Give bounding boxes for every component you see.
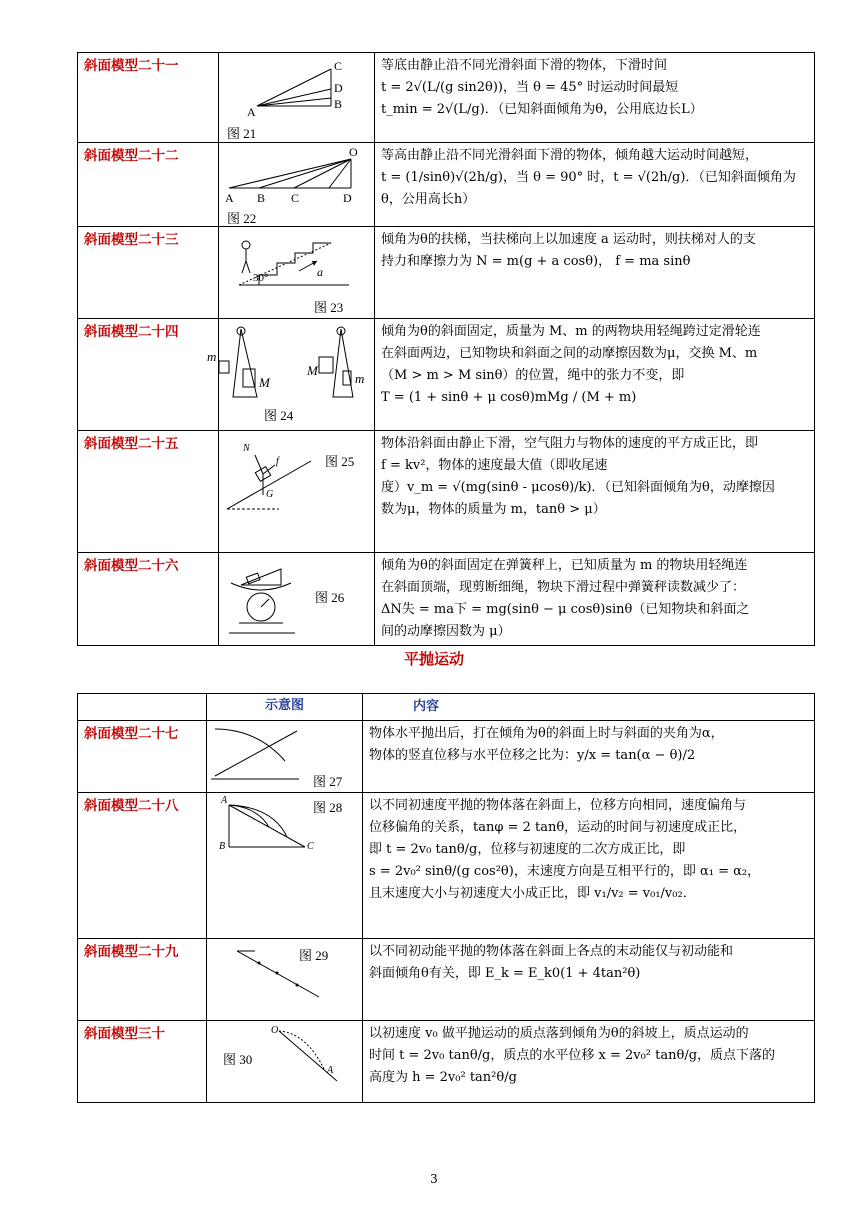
figure-27 <box>207 721 363 793</box>
content-line: θ，公用高长h） <box>381 192 476 207</box>
mass-label: M <box>307 363 318 378</box>
point-label: A <box>225 191 234 205</box>
figure-caption: 图 24 <box>264 408 294 423</box>
figure-23 <box>219 227 375 319</box>
model-name: 斜面模型二十三 <box>78 227 219 319</box>
model-name: 斜面模型二十四 <box>78 319 219 431</box>
content-line: t = 2√(L/(g sin2θ))，当 θ = 45° 时运动时间最短 <box>381 80 679 95</box>
figure-caption: 图 27 <box>313 774 343 789</box>
table-row <box>78 227 815 319</box>
content-line: 物体水平抛出后，打在倾角为θ的斜面上时与斜面的夹角为α， <box>369 726 724 741</box>
model-name: 斜面模型二十九 <box>78 939 207 1021</box>
model-description <box>363 721 815 793</box>
page-number: 3 <box>430 1172 438 1186</box>
table-row <box>78 319 815 431</box>
figure-caption: 图 26 <box>315 590 345 605</box>
content-line: 以不同初速度平抛的物体落在斜面上，位移方向相同，速度偏角与 <box>369 798 747 813</box>
force-label: N <box>243 443 250 454</box>
point-label: A <box>221 795 228 806</box>
content-line: 持力和摩擦力为 N = m(g + a cosθ)， f = ma sinθ <box>381 254 691 269</box>
content-line: 倾角为θ的斜面固定，质量为 M、m 的两物块用轻绳跨过定滑轮连 <box>381 324 761 339</box>
content-line: 物体的竖直位移与水平位移之比为：y/x = tan(α − θ)/2 <box>369 748 696 763</box>
section-title: 平抛运动 <box>403 650 464 668</box>
model-description <box>375 319 815 431</box>
projectile-models-table <box>77 693 815 1103</box>
content-line: 且末速度大小与初速度大小成正比，即 v₁/v₂ = v₀₁/v₀₂． <box>369 886 696 901</box>
table-row <box>78 553 815 646</box>
figure-caption: 图 21 <box>227 126 257 141</box>
content-line: ΔN失 = ma下 = mg(sinθ − μ cosθ)sinθ（已知物块和斜面之 <box>381 602 750 617</box>
model-name: 斜面模型二十六 <box>78 553 219 646</box>
content-line: t_min = 2√(L/g)．（已知斜面倾角为θ，公用底边长L） <box>381 102 703 117</box>
model-description <box>363 793 815 939</box>
header-empty-cell <box>78 694 207 721</box>
content-line: T = (1 + sinθ + μ cosθ)mMg / (M + m) <box>381 390 637 405</box>
point-label: C <box>334 59 343 73</box>
mass-label: m <box>355 371 365 386</box>
model-name: 斜面模型二十八 <box>78 793 207 939</box>
content-line: 时间 t = 2v₀ tanθ/g，质点的水平位移 x = 2v₀² tanθ/g，质点下落的 <box>369 1048 776 1063</box>
figure-28 <box>207 793 363 939</box>
figure-caption: 图 22 <box>227 211 257 226</box>
figure-30 <box>207 1021 363 1103</box>
figure-29-diagram <box>207 939 362 1021</box>
figure-29 <box>207 939 363 1021</box>
mass-label: M <box>259 375 270 390</box>
model-description <box>375 553 815 646</box>
content-line: 数为μ，物体的质量为 m，tanθ > μ） <box>381 502 606 517</box>
figure-21 <box>219 53 375 143</box>
figure-caption: 图 28 <box>313 800 343 815</box>
model-description <box>363 939 815 1021</box>
figure-23-diagram <box>219 227 374 319</box>
header-figure: 示意图 <box>207 694 363 721</box>
point-label: O <box>271 1025 279 1036</box>
force-label: G <box>266 489 274 500</box>
model-description <box>363 1021 815 1103</box>
model-name: 斜面模型二十七 <box>78 721 207 793</box>
model-description <box>375 227 815 319</box>
content-line: 度）v_m = √(mg(sinθ - μcosθ)/k)．（已知斜面倾角为θ，动摩擦因 <box>381 480 775 495</box>
content-line: 物体沿斜面由静止下滑，空气阻力与物体的速度的平方成正比，即 <box>381 436 759 451</box>
content-line: s = 2v₀² sinθ/(g cos²θ)，末速度方向是互相平行的，即 α₁ = α₂， <box>369 864 761 879</box>
figure-24 <box>207 319 375 431</box>
figure-26 <box>219 553 375 646</box>
model-name: 斜面模型三十 <box>78 1021 207 1103</box>
content-line: 等底由静止沿不同光滑斜面下滑的物体，下滑时间 <box>381 58 668 73</box>
figure-24-diagram <box>219 319 374 431</box>
figure-22 <box>219 143 375 227</box>
model-name: 斜面模型二十五 <box>78 431 219 553</box>
point-label: A <box>247 105 256 119</box>
figure-25 <box>219 431 375 553</box>
content-line: 倾角为θ的斜面固定在弹簧秤上，已知质量为 m 的物块用轻绳连 <box>381 558 748 573</box>
table-row <box>78 53 815 143</box>
content-line: 以不同初动能平抛的物体落在斜面上各点的末动能仅与初动能和 <box>369 944 734 959</box>
table-row <box>78 793 815 939</box>
content-line: 等高由静止沿不同光滑斜面下滑的物体，倾角越大运动时间越短， <box>381 148 759 163</box>
force-label: f <box>276 456 279 467</box>
header-content: 内容 <box>363 694 815 721</box>
point-label: O <box>349 145 358 159</box>
content-line: 即 t = 2v₀ tanθ/g，位移与初速度的二次方成正比，即 <box>369 842 686 857</box>
point-label: A <box>327 1065 334 1076</box>
point-label: B <box>257 191 266 205</box>
inclined-plane-models-table-1 <box>77 52 815 646</box>
model-name: 斜面模型二十一 <box>78 53 219 143</box>
point-label: B <box>219 841 226 852</box>
content-line: 斜面倾角θ有关，即 E_k = E_k0(1 + 4tan²θ) <box>369 966 641 981</box>
model-description <box>375 143 815 227</box>
acceleration-label: a <box>317 265 323 279</box>
figure-caption: 图 30 <box>223 1052 253 1067</box>
figure-26-diagram <box>219 553 374 645</box>
table-row <box>78 431 815 553</box>
content-line: 在斜面顶端，现剪断细绳，物块下滑过程中弹簧秤读数减少了： <box>381 580 746 595</box>
content-line: f = kv²，物体的速度最大值（即收尾速 <box>381 458 608 473</box>
point-label: C <box>291 191 300 205</box>
content-line: 高度为 h = 2v₀² tan²θ/g <box>369 1070 517 1085</box>
content-line: 在斜面两边，已知物块和斜面之间的动摩擦因数为μ，交换 M、m <box>381 346 758 361</box>
model-name: 斜面模型二十二 <box>78 143 219 227</box>
figure-caption: 图 23 <box>314 300 344 315</box>
content-line: 以初速度 v₀ 做平抛运动的质点落到倾角为θ的斜坡上，质点运动的 <box>369 1026 749 1041</box>
content-line: 倾角为θ的扶梯，当扶梯向上以加速度 a 运动时，则扶梯对人的支 <box>381 232 756 247</box>
model-description <box>375 431 815 553</box>
content-line: 位移偏角的关系，tanφ = 2 tanθ，运动的时间与初速度成正比， <box>369 820 747 835</box>
figure-caption: 图 25 <box>325 454 355 469</box>
table-header-row <box>78 694 815 721</box>
content-line: （M > m > M sinθ）的位置，绳中的张力不变，即 <box>381 368 685 383</box>
content-line: 间的动摩擦因数为 μ） <box>381 624 511 639</box>
model-description <box>375 53 815 143</box>
figure-caption: 图 29 <box>299 948 329 963</box>
point-label: D <box>343 191 352 205</box>
table-row <box>78 939 815 1021</box>
point-label: C <box>307 841 314 852</box>
table-row <box>78 143 815 227</box>
table-row <box>78 1021 815 1103</box>
table-row <box>78 721 815 793</box>
angle-label: 30° <box>253 272 269 284</box>
point-label: B <box>334 97 343 111</box>
point-label: D <box>334 81 343 95</box>
mass-label: m <box>207 349 217 364</box>
content-line: t = (1/sinθ)√(2h/g)，当 θ = 90° 时，t = √(2h/g)．（已知斜面倾角为 <box>381 170 796 185</box>
